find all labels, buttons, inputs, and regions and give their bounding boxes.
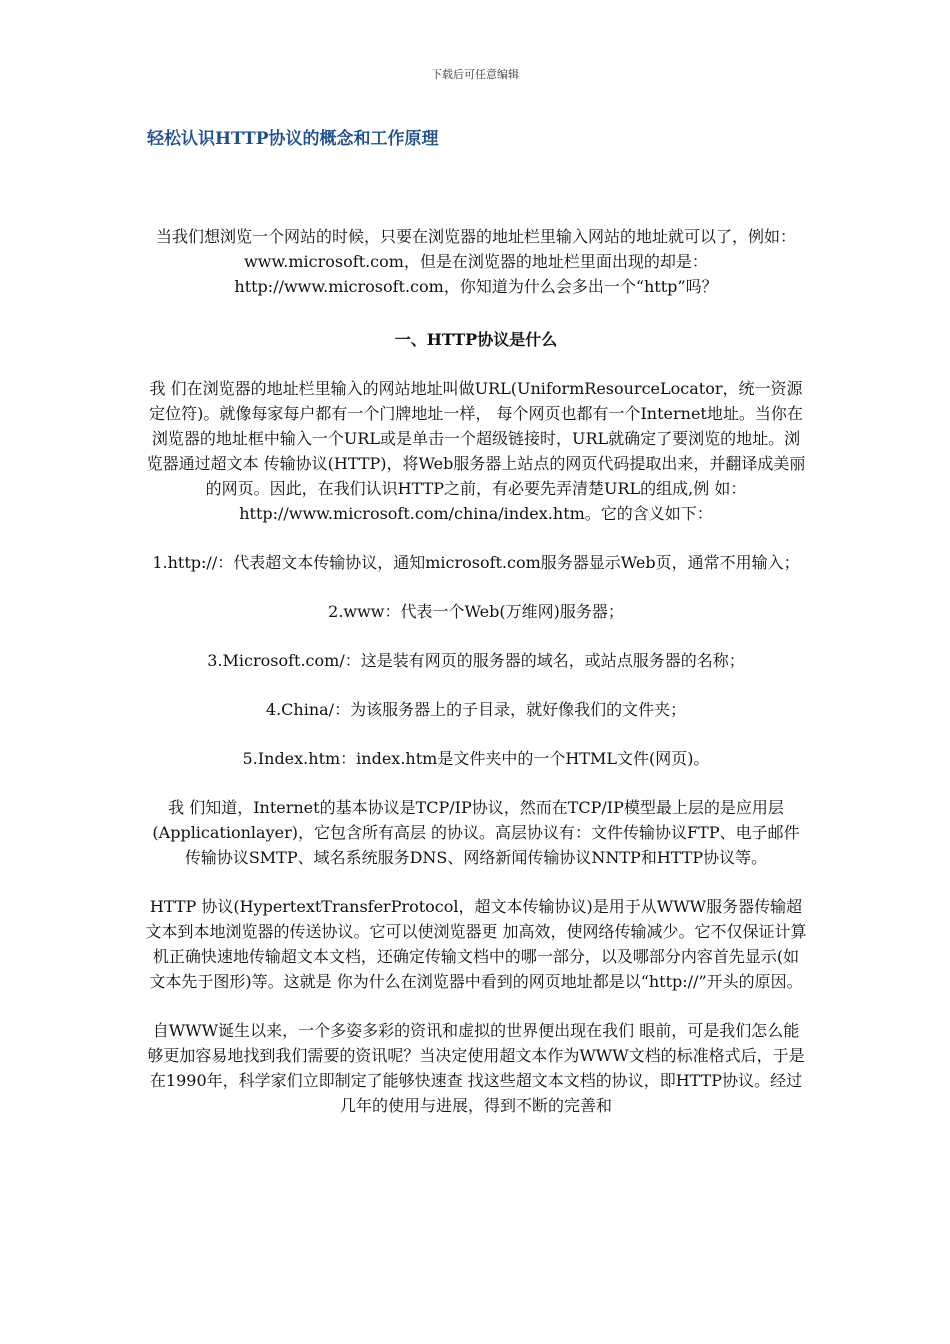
list-item: 5.Index.htm：index.htm是文件夹中的一个HTML文件(网页)。 <box>242 749 710 768</box>
list-item: 1.http://：代表超文本传输协议，通知microsoft.com服务器显示Web页，通常不用输入； <box>152 553 800 572</box>
header-note: 下载后可任意编辑 <box>431 68 519 81</box>
list-item: 2.www：代表一个Web(万维网)服务器； <box>328 602 624 621</box>
document-body <box>145 224 807 1142</box>
intro-paragraph: 当我们想浏览一个网站的时候，只要在浏览器的地址栏里输入网站的地址就可以了，例如：www.microsoft.com，但是在浏览器的地址栏里面出现的却是：http://www.microsoft.com，你知道为什么会多出一个“http”吗？ <box>155 227 796 296</box>
list-item: 4.China/：为该服务器上的子目录，就好像我们的文件夹； <box>265 700 687 719</box>
paragraph-url: 我 们在浏览器的地址栏里输入的网站地址叫做URL(UniformResourceLocator，统一资源定位符)。就像每家每户都有一个门牌地址一样， 每个网页也都有一个Internet地址。当你在浏览器的地址框中输入一个URL或是单击一个超级链接时，URL就确定了要浏览的地址。浏览器通过超文本 传输协议(HTTP)，将Web服务器上站点的网页代码提取出来，并翻译成美丽的网页。因此，在我们认识HTTP之前，有必要先弄清楚URL的组成,例 如：http://www.microsoft.com/china/index.htm。它的含义如下： <box>146 379 806 523</box>
document-title: 轻松认识HTTP协议的概念和工作原理 <box>147 129 439 149</box>
list-item: 3.Microsoft.com/：这是装有网页的服务器的域名，或站点服务器的名称； <box>207 651 745 670</box>
paragraph-www: 自WWW诞生以来，一个多姿多彩的资讯和虚拟的世界便出现在我们 眼前，可是我们怎么能够更加容易地找到我们需要的资讯呢？当决定使用超文本作为WWW文档的标准格式后，于是在1990年，科学家们立即制定了能够快速查 找这些超文本文档的协议，即HTTP协议。经过几年的使用与进展，得到不断的完善和 <box>147 1021 805 1115</box>
paragraph-http: HTTP 协议(HypertextTransferProtocol，超文本传输协议)是用于从WWW服务器传输超文本到本地浏览器的传送协议。它可以使浏览器更 加高效，使网络传输减少。它不仅保证计算机正确快速地传输超文本文档，还确定传输文档中的哪一部分，以及哪部分内容首先显示(如文本先于图形)等。这就是 你为什么在浏览器中看到的网页地址都是以“http://”开头的原因。 <box>145 897 807 991</box>
section-heading: 一、HTTP协议是什么 <box>394 330 558 349</box>
paragraph-tcpip: 我 们知道，Internet的基本协议是TCP/IP协议，然而在TCP/IP模型最上层的是应用层(Applicationlayer)，它包含所有高层 的协议。高层协议有：文件传输协议FTP、电子邮件传输协议SMTP、域名系统服务DNS、网络新闻传输协议NNTP和HTTP协议等。 <box>152 798 800 867</box>
